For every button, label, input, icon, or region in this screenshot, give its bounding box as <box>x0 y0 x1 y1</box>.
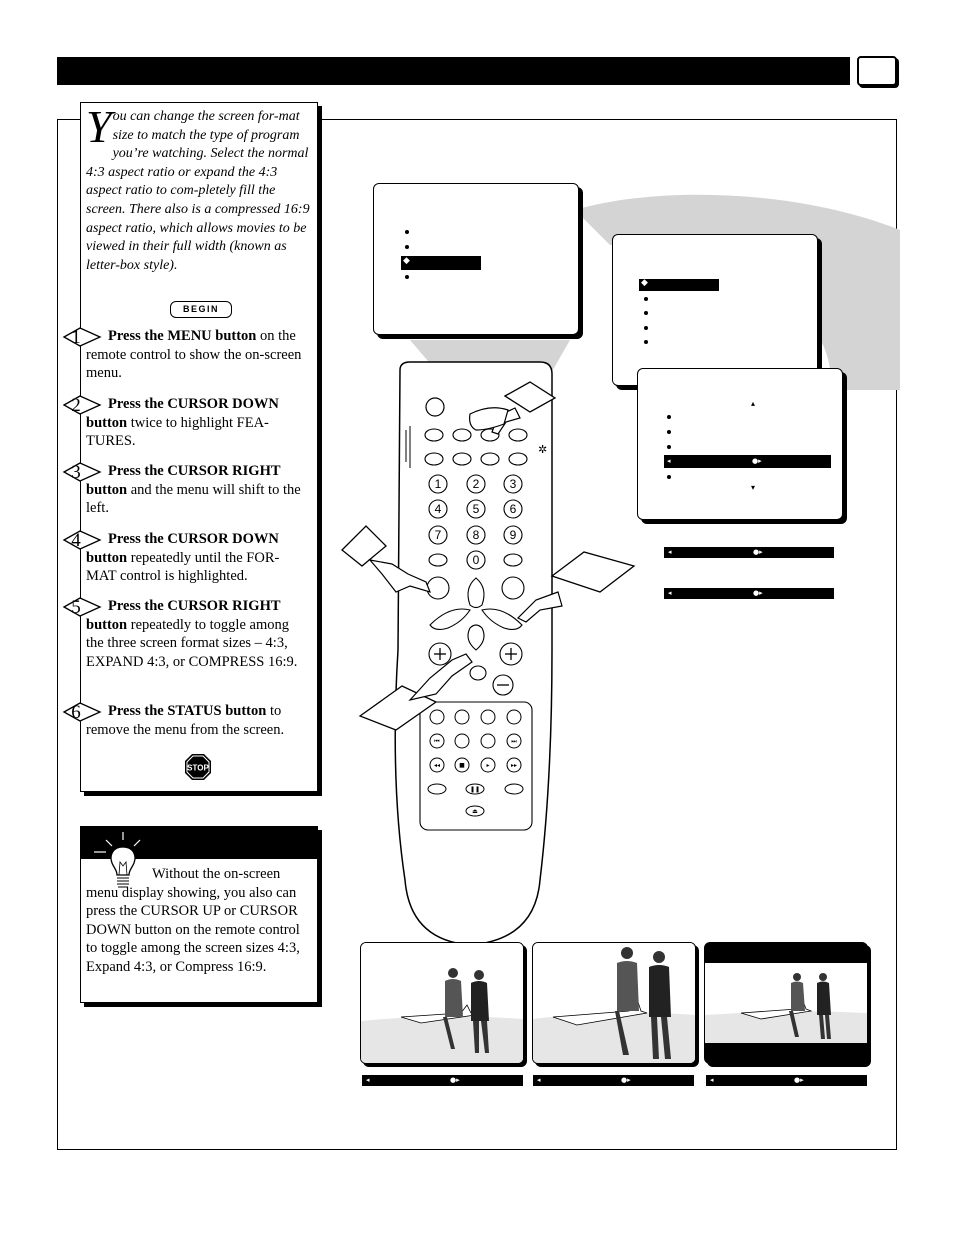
arrow-right-icon: ●▸ <box>753 589 763 597</box>
step-number: 5 <box>71 597 81 618</box>
svg-text:■: ■ <box>459 762 465 769</box>
step-3-text <box>86 462 308 518</box>
tv-screen-compress-16-9 <box>704 942 868 1064</box>
step-5-text <box>86 597 308 671</box>
arrow-left-icon: ◂ <box>667 457 671 465</box>
arrow-right-icon: ●▸ <box>794 1076 804 1084</box>
menu-bullet <box>644 311 648 315</box>
step-action: Press the CURSOR DOWN button <box>86 396 279 431</box>
scroll-up-icon: ▴ <box>751 399 756 408</box>
format-bar-compress <box>706 1075 867 1086</box>
format-bar-expand <box>533 1075 694 1086</box>
stop-sign-label: STOP <box>187 763 209 773</box>
svg-text:❚❚: ❚❚ <box>469 786 481 793</box>
step-1-text <box>86 327 308 383</box>
remote-digit-5: 5 <box>472 502 480 516</box>
intro-paragraph <box>86 101 314 275</box>
step-action: Press the CURSOR RIGHT button <box>86 463 281 498</box>
remote-digit-8: 8 <box>472 528 480 542</box>
svg-text:⏏: ⏏ <box>472 808 478 815</box>
svg-text:▸: ▸ <box>486 762 490 769</box>
arrow-left-icon: ◂ <box>668 548 672 556</box>
step-detail: twice to highlight FEA-TURES. <box>86 414 269 450</box>
sensor-icon: ✲ <box>538 443 548 456</box>
menu-bullet <box>644 340 648 344</box>
remote-control-illustration <box>340 360 640 950</box>
step-action: Press the MENU button <box>108 328 257 344</box>
menu-bullet <box>405 245 409 249</box>
step-number: 4 <box>71 530 81 551</box>
menu-bullet <box>667 415 671 419</box>
format-menu-screen <box>637 368 843 520</box>
step-detail: to remove the menu from the screen. <box>86 703 285 738</box>
step-2-text <box>86 395 308 451</box>
format-bar-option <box>664 547 834 558</box>
stop-sign-icon <box>184 753 212 781</box>
couple-with-jet-image <box>361 943 523 1063</box>
svg-text:⏮: ⏮ <box>434 738 440 745</box>
intro-text: ou can change the screen for-mat size to match the type of program you’re watching. Select the normal 4:3 aspect ratio or expand the 4:3 aspect ratio to com-pletely fill the screen. There also is a compressed 16:9 aspect ratio, which allows movies to be viewed in their full width (known as letter-box style). <box>86 109 310 273</box>
step-number: 3 <box>71 462 81 483</box>
remote-digit-2: 2 <box>472 477 480 491</box>
step-action: Press the STATUS button <box>108 703 267 719</box>
cursor-arrows-icon: ◆ <box>641 278 648 288</box>
page-number-tab <box>857 56 897 86</box>
main-menu-screen <box>373 183 579 335</box>
arrow-left-icon: ◂ <box>366 1076 370 1084</box>
menu-bullet <box>667 445 671 449</box>
menu-highlight <box>639 279 719 291</box>
step-detail: repeatedly to toggle among the three screen format sizes – 4:3, EXPAND 4:3, or COMPRESS 16:9. <box>86 616 298 670</box>
remote-digit-7: 7 <box>434 528 442 542</box>
scroll-down-icon: ▾ <box>751 483 756 492</box>
format-control-highlight <box>664 455 831 468</box>
menu-highlight-features <box>401 256 481 270</box>
remote-digit-3: 3 <box>509 477 517 491</box>
tv-screen-expand-4-3 <box>532 942 696 1064</box>
svg-text:▸▸: ▸▸ <box>510 762 518 769</box>
page-title-bar <box>57 57 850 85</box>
remote-digit-0: 0 <box>472 553 480 567</box>
remote-digit-4: 4 <box>434 502 442 516</box>
arrow-right-icon: ●▸ <box>753 548 763 556</box>
cursor-arrows-icon: ◆ <box>403 256 410 266</box>
menu-bullet <box>405 230 409 234</box>
step-number: 6 <box>71 702 81 723</box>
step-6-text <box>86 702 308 739</box>
arrow-left-icon: ◂ <box>710 1076 714 1084</box>
arrow-left-icon: ◂ <box>537 1076 541 1084</box>
svg-text:⏭: ⏭ <box>511 738 517 745</box>
couple-with-jet-image <box>705 943 867 1063</box>
arrow-right-icon: ●▸ <box>621 1076 631 1084</box>
menu-bullet <box>644 297 648 301</box>
format-bar-option <box>664 588 834 599</box>
tip-text <box>86 865 314 977</box>
tv-screen-4-3 <box>360 942 524 1064</box>
begin-badge: BEGIN <box>170 301 232 318</box>
remote-digit-6: 6 <box>509 502 517 516</box>
menu-bullet <box>667 475 671 479</box>
step-action: Press the CURSOR RIGHT button <box>86 598 281 633</box>
step-number: 1 <box>71 327 81 348</box>
arrow-right-icon: ●▸ <box>450 1076 460 1084</box>
menu-bullet <box>667 430 671 434</box>
step-detail: and the menu will shift to the left. <box>86 481 301 517</box>
menu-bullet <box>644 326 648 330</box>
format-bar-4-3 <box>362 1075 523 1086</box>
arrow-left-icon: ◂ <box>668 589 672 597</box>
step-number: 2 <box>71 395 81 416</box>
drop-cap: Y <box>86 101 112 152</box>
step-detail: on the remote control to show the on-screen menu. <box>86 328 302 382</box>
features-menu-screen <box>612 234 818 386</box>
couple-with-jet-image <box>533 943 695 1063</box>
remote-digit-1: 1 <box>434 477 442 491</box>
menu-bullet <box>405 275 409 279</box>
tip-body: Without the on-screen menu display showing, you also can press the CURSOR UP or CURSOR DOWN button on the remote control to toggle among the screen sizes 4:3, Expand 4:3, or Compress 16:9. <box>86 866 300 975</box>
step-4-text <box>86 530 308 586</box>
remote-digit-9: 9 <box>509 528 517 542</box>
arrow-right-icon: ●▸ <box>752 457 762 465</box>
step-detail: repeatedly until the FOR-MAT control is highlighted. <box>86 549 280 585</box>
svg-text:◂◂: ◂◂ <box>433 762 441 769</box>
step-action: Press the CURSOR DOWN button <box>86 531 279 566</box>
